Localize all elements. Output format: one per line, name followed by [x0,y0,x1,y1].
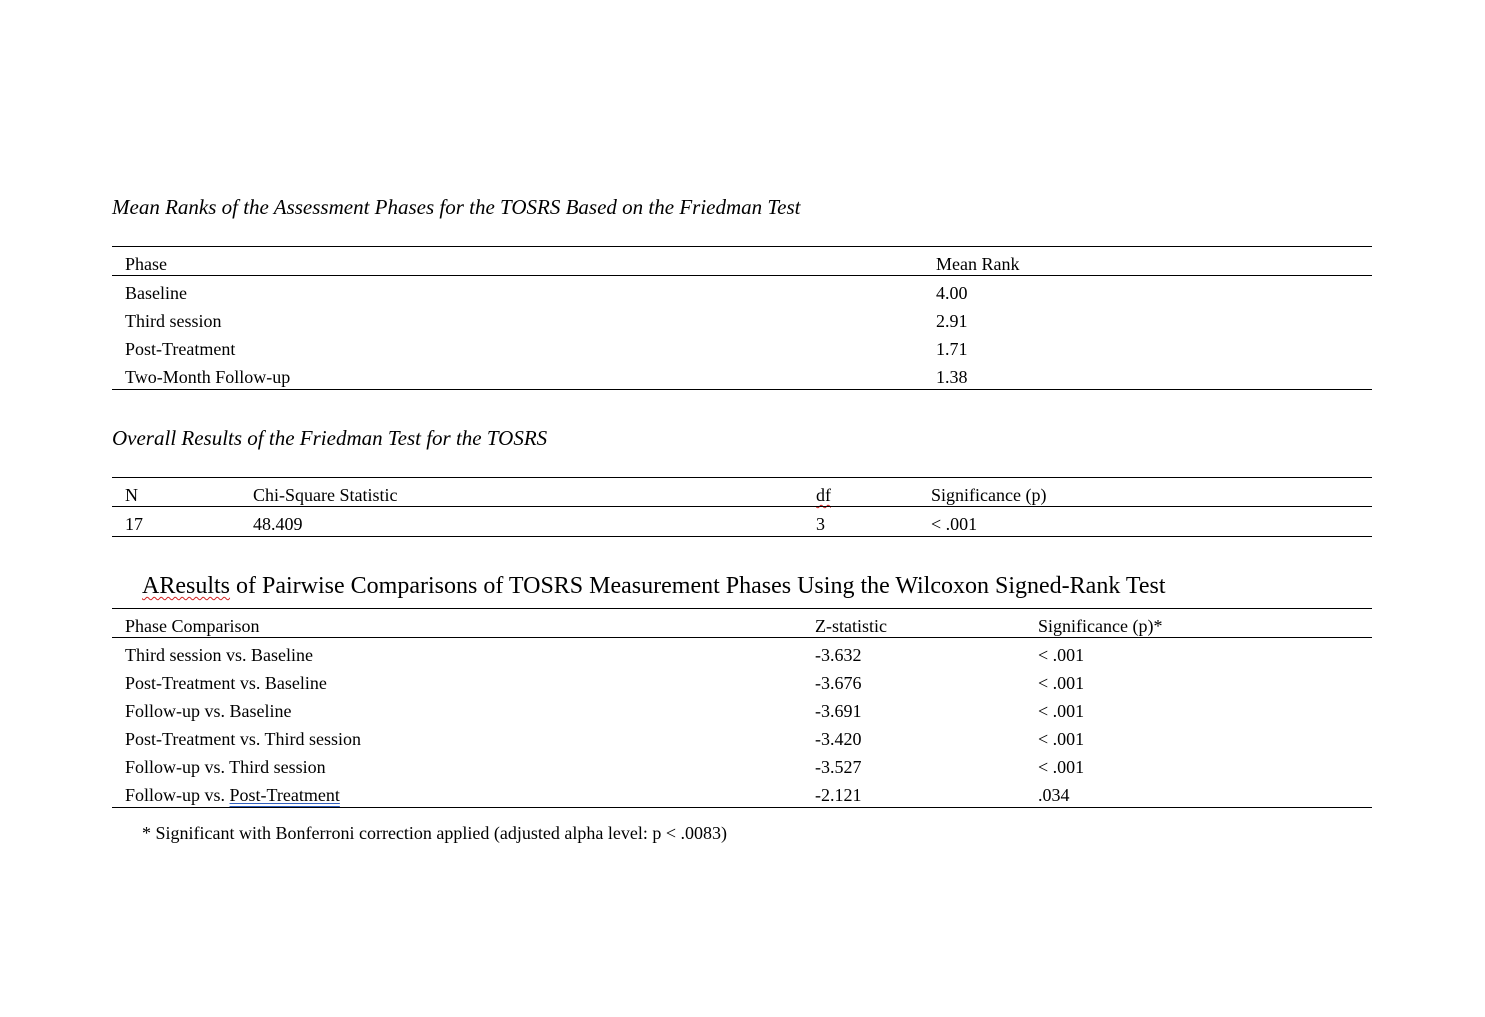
table1-header-phase: Phase [125,254,167,274]
table3-top-rule [112,608,1372,609]
table3-p: .034 [1038,785,1070,805]
table3-comparison: Post-Treatment vs. Baseline [125,673,327,693]
table1-bottom-rule [112,389,1372,390]
table3-p: < .001 [1038,729,1085,749]
table1-mean-rank: 2.91 [936,311,968,331]
table3-header-comparison: Phase Comparison [125,616,260,636]
table2-header-df: df [816,485,831,505]
table1-caption: Mean Ranks of the Assessment Phases for the TOSRS Based on the Friedman Test [112,195,801,219]
table1-phase: Baseline [125,283,187,303]
table2-caption: Overall Results of the Friedman Test for the TOSRS [112,426,548,450]
table1-phase: Two-Month Follow-up [125,367,291,387]
table3-comparison: Post-Treatment vs. Third session [125,729,362,749]
table2-header-chi-square: Chi-Square Statistic [253,485,398,505]
table1-mean-rank: 4.00 [936,283,968,303]
table2-p: < .001 [931,514,978,534]
table3-comparison: Follow-up vs. Baseline [125,701,292,721]
table3-z: -3.632 [815,645,862,665]
table2-top-rule [112,477,1372,478]
table3-z: -3.691 [815,701,862,721]
table3-comparison: Third session vs. Baseline [125,645,313,665]
table3-header-significance: Significance (p)* [1038,616,1163,636]
table2-n: 17 [125,514,143,534]
table1-mean-rank: 1.38 [936,367,968,387]
table3-title-prefix: AResults [142,573,231,599]
table2-header-rule [112,506,1372,507]
table3-bottom-rule [112,807,1372,808]
table2-chi-square: 48.409 [253,514,303,534]
table3-comparison [125,785,340,806]
table3-footnote: * Significant with Bonferroni correction applied (adjusted alpha level: p < .0083) [142,823,727,843]
table1-top-rule [112,246,1372,247]
table3-title-rest: of Pairwise Comparisons of TOSRS Measurement Phases Using the Wilcoxon Signed-Rank Test [230,573,1166,599]
table2-header-significance: Significance (p) [931,485,1047,505]
table1-phase: Third session [125,311,222,331]
table3-comparison: Follow-up vs. Third session [125,757,326,777]
table3-title [142,573,1166,600]
table3-comparison-link: Post-Treatment [229,785,340,805]
table1-mean-rank: 1.71 [936,339,968,359]
table3-p: < .001 [1038,645,1085,665]
table1-header-rule [112,275,1372,276]
table3-header-rule [112,637,1372,638]
table3-z: -2.121 [815,785,862,805]
table3-p: < .001 [1038,757,1085,777]
table1-header-mean-rank: Mean Rank [936,254,1020,274]
table2-header-n: N [125,485,138,505]
table3-header-z: Z-statistic [815,616,887,636]
table3-z: -3.420 [815,729,862,749]
table1-phase: Post-Treatment [125,339,236,359]
table3-z: -3.676 [815,673,862,693]
table2-bottom-rule [112,536,1372,537]
table3-p: < .001 [1038,673,1085,693]
table3-comparison-prefix: Follow-up vs. [125,785,230,805]
table2-df: 3 [816,514,825,534]
table3-p: < .001 [1038,701,1085,721]
table3-z: -3.527 [815,757,862,777]
